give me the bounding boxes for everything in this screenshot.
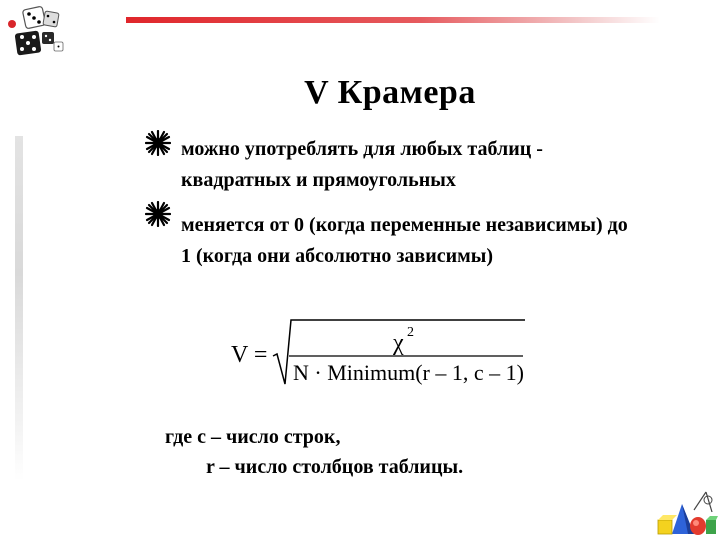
accent-bar bbox=[126, 17, 660, 23]
starburst-icon bbox=[145, 201, 171, 227]
bullet-text: меняется от 0 (когда переменные независимы) до 1 (когда они абсолютно зависимы) bbox=[181, 214, 628, 267]
slide-title: V Крамера bbox=[304, 74, 476, 111]
cramers-v-formula bbox=[225, 312, 535, 394]
side-bar bbox=[15, 136, 23, 481]
formula-exponent: 2 bbox=[407, 325, 414, 340]
formula-lhs: V = bbox=[231, 342, 268, 368]
geometric-shapes-icon bbox=[654, 490, 718, 538]
note-line: где с – число строк, bbox=[165, 426, 341, 448]
note-line: r – число столбцов таблицы. bbox=[206, 456, 464, 478]
formula-denominator: N · Minimum(r – 1, c – 1) bbox=[293, 360, 524, 385]
bullet-text: можно употреблять для любых таблиц - квадратных и прямоугольных bbox=[181, 138, 543, 191]
dice-icon bbox=[4, 4, 70, 64]
formula-numerator: χ bbox=[393, 330, 404, 356]
starburst-icon bbox=[145, 130, 171, 156]
